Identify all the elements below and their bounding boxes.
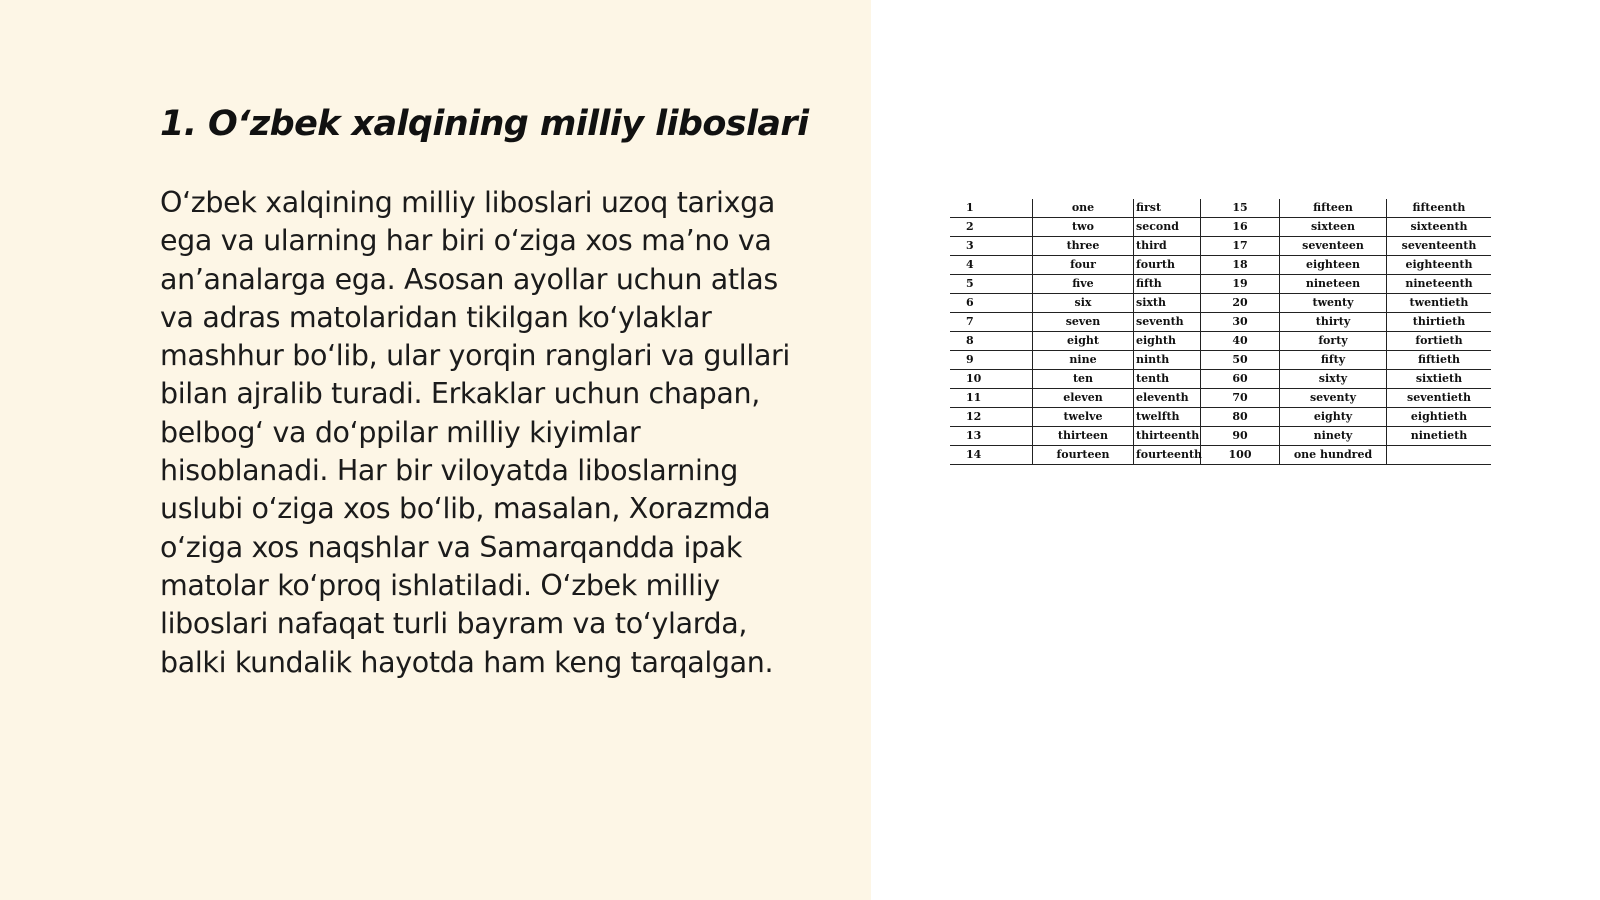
ordinal-word-cell: fiftieth: [1387, 351, 1492, 370]
ordinal-word-cell: nineteenth: [1387, 275, 1492, 294]
ordinal-word-cell: ninetieth: [1387, 427, 1492, 446]
cardinal-number-cell: 4: [950, 256, 1033, 275]
table-row: [950, 332, 1491, 351]
cardinal-number-cell: 15: [1201, 199, 1280, 218]
table-row: [950, 408, 1491, 427]
ordinal-word-cell: sixteenth: [1387, 218, 1492, 237]
cardinal-word-cell: seven: [1033, 313, 1134, 332]
table-row: [950, 351, 1491, 370]
ordinal-word-cell: fortieth: [1387, 332, 1492, 351]
ordinal-word-cell: twentieth: [1387, 294, 1492, 313]
cardinal-word-cell: ninety: [1280, 427, 1387, 446]
ordinal-word-cell: sixth: [1134, 294, 1201, 313]
cardinal-word-cell: one hundred: [1280, 446, 1387, 465]
body-line: matolar ko‘proq ishlatiladi. O‘zbek milliy: [160, 568, 720, 602]
cardinal-word-cell: ten: [1033, 370, 1134, 389]
cardinal-word-cell: thirty: [1280, 313, 1387, 332]
body-line: hisoblanadi. Har bir viloyatda liboslarning: [160, 454, 739, 488]
body-line: mashhur bo‘lib, ular yorqin ranglari va gullari: [160, 339, 790, 373]
cardinal-number-cell: 2: [950, 218, 1033, 237]
table-row: [950, 237, 1491, 256]
cardinal-word-cell: eighty: [1280, 408, 1387, 427]
numbers-table: [950, 199, 1491, 465]
cardinal-number-cell: 10: [950, 370, 1033, 389]
table-row: [950, 294, 1491, 313]
ordinal-word-cell: [1387, 446, 1492, 465]
ordinal-word-cell: third: [1134, 237, 1201, 256]
table-row: [950, 218, 1491, 237]
body-line: balki kundalik hayotda ham keng tarqalgan.: [160, 645, 774, 679]
cardinal-word-cell: one: [1033, 199, 1134, 218]
cardinal-number-cell: 12: [950, 408, 1033, 427]
cardinal-number-cell: 14: [950, 446, 1033, 465]
cardinal-number-cell: 100: [1201, 446, 1280, 465]
cardinal-word-cell: four: [1033, 256, 1134, 275]
cardinal-number-cell: 19: [1201, 275, 1280, 294]
ordinal-word-cell: eightieth: [1387, 408, 1492, 427]
numbers-table-body: [950, 199, 1491, 465]
ordinal-word-cell: sixtieth: [1387, 370, 1492, 389]
cardinal-word-cell: three: [1033, 237, 1134, 256]
cardinal-number-cell: 40: [1201, 332, 1280, 351]
table-row: [950, 427, 1491, 446]
body-line: liboslari nafaqat turli bayram va to‘ylarda,: [160, 607, 748, 641]
cardinal-word-cell: twelve: [1033, 408, 1134, 427]
cardinal-number-cell: 16: [1201, 218, 1280, 237]
cardinal-number-cell: 9: [950, 351, 1033, 370]
ordinal-word-cell: seventieth: [1387, 389, 1492, 408]
cardinal-word-cell: twenty: [1280, 294, 1387, 313]
cardinal-word-cell: eight: [1033, 332, 1134, 351]
cardinal-number-cell: 80: [1201, 408, 1280, 427]
table-row: [950, 370, 1491, 389]
numbers-table-image: [950, 199, 1477, 465]
ordinal-word-cell: fifteenth: [1387, 199, 1492, 218]
cardinal-number-cell: 1: [950, 199, 1033, 218]
ordinal-word-cell: seventeenth: [1387, 237, 1492, 256]
table-row: [950, 256, 1491, 275]
cardinal-number-cell: 8: [950, 332, 1033, 351]
table-row: [950, 389, 1491, 408]
cardinal-number-cell: 30: [1201, 313, 1280, 332]
cardinal-word-cell: fourteen: [1033, 446, 1134, 465]
cardinal-number-cell: 17: [1201, 237, 1280, 256]
cardinal-number-cell: 70: [1201, 389, 1280, 408]
ordinal-word-cell: first: [1134, 199, 1201, 218]
cardinal-number-cell: 3: [950, 237, 1033, 256]
table-row: [950, 199, 1491, 218]
ordinal-word-cell: thirtieth: [1387, 313, 1492, 332]
ordinal-word-cell: thirteenth: [1134, 427, 1201, 446]
cardinal-number-cell: 50: [1201, 351, 1280, 370]
cardinal-word-cell: eighteen: [1280, 256, 1387, 275]
cardinal-number-cell: 7: [950, 313, 1033, 332]
cardinal-number-cell: 90: [1201, 427, 1280, 446]
body-line: an’analarga ega. Asosan ayollar uchun atlas: [160, 262, 778, 296]
ordinal-word-cell: second: [1134, 218, 1201, 237]
body-line: belbog‘ va do‘ppilar milliy kiyimlar: [160, 415, 641, 449]
cardinal-number-cell: 11: [950, 389, 1033, 408]
cardinal-word-cell: five: [1033, 275, 1134, 294]
cardinal-number-cell: 60: [1201, 370, 1280, 389]
cardinal-word-cell: forty: [1280, 332, 1387, 351]
cardinal-number-cell: 13: [950, 427, 1033, 446]
cardinal-word-cell: seventy: [1280, 389, 1387, 408]
cardinal-number-cell: 6: [950, 294, 1033, 313]
body-line: O‘zbek xalqining milliy liboslari uzoq tarixga: [160, 186, 775, 219]
table-row: [950, 275, 1491, 294]
cardinal-number-cell: 18: [1201, 256, 1280, 275]
ordinal-word-cell: fourth: [1134, 256, 1201, 275]
cardinal-number-cell: 20: [1201, 294, 1280, 313]
body-line: uslubi o‘ziga xos bo‘lib, masalan, Xorazmda: [160, 492, 771, 526]
ordinal-word-cell: eleventh: [1134, 389, 1201, 408]
table-row: [950, 446, 1491, 465]
cardinal-word-cell: sixty: [1280, 370, 1387, 389]
slide-body-text: [160, 184, 860, 682]
ordinal-word-cell: seventh: [1134, 313, 1201, 332]
ordinal-word-cell: tenth: [1134, 370, 1201, 389]
table-row: [950, 313, 1491, 332]
cardinal-number-cell: 5: [950, 275, 1033, 294]
ordinal-word-cell: eighteenth: [1387, 256, 1492, 275]
body-line: o‘ziga xos naqshlar va Samarqandda ipak: [160, 530, 743, 564]
cardinal-word-cell: fifteen: [1280, 199, 1387, 218]
body-line: ega va ularning har biri o‘ziga xos ma’no va: [160, 224, 772, 258]
cardinal-word-cell: two: [1033, 218, 1134, 237]
ordinal-word-cell: eighth: [1134, 332, 1201, 351]
cardinal-word-cell: thirteen: [1033, 427, 1134, 446]
cardinal-word-cell: nineteen: [1280, 275, 1387, 294]
cardinal-word-cell: fifty: [1280, 351, 1387, 370]
cardinal-word-cell: eleven: [1033, 389, 1134, 408]
ordinal-word-cell: fourteenth: [1134, 446, 1201, 465]
cardinal-word-cell: nine: [1033, 351, 1134, 370]
ordinal-word-cell: ninth: [1134, 351, 1201, 370]
body-line: va adras matolaridan tikilgan ko‘ylaklar: [160, 300, 712, 334]
cardinal-word-cell: sixteen: [1280, 218, 1387, 237]
body-line: bilan ajralib turadi. Erkaklar uchun chapan,: [160, 377, 760, 411]
ordinal-word-cell: fifth: [1134, 275, 1201, 294]
cardinal-word-cell: seventeen: [1280, 237, 1387, 256]
cardinal-word-cell: six: [1033, 294, 1134, 313]
slide-title: 1. O‘zbek xalqining milliy liboslari: [160, 104, 809, 144]
ordinal-word-cell: twelfth: [1134, 408, 1201, 427]
